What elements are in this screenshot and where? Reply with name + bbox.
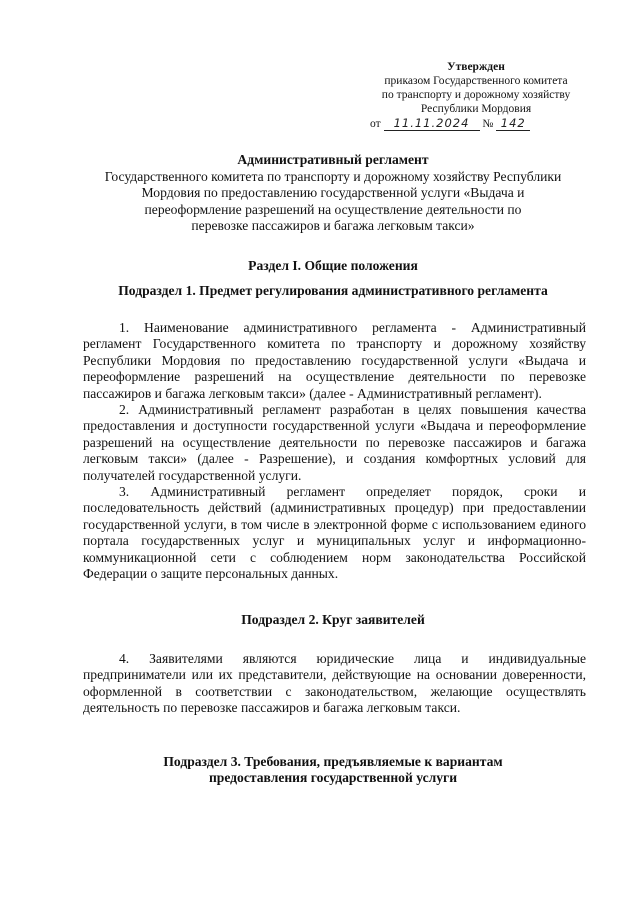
subsection-2-heading: Подраздел 2. Круг заявителей <box>241 612 425 627</box>
subsection-1-heading: Подраздел 1. Предмет регулирования административного регламента <box>118 283 548 298</box>
subsection-3-heading-line-1: Подраздел 3. Требования, предъявляемые к вариантам <box>163 754 503 769</box>
number-label: № <box>482 118 494 130</box>
title-line-4: перевозке пассажиров и багажа легковым такси» <box>191 218 475 234</box>
approval-date-number-line <box>360 116 592 131</box>
paragraph-4: 4. Заявителями являются юридические лица и индивидуальные предприниматели или их представители, действующие на основании доверенности, оформленной в соответствии с законодательством, желающие осуществлять деятельность по перевозке пассажиров и багажа легковым такси. <box>83 651 586 716</box>
approval-line-2: по транспорту и дорожному хозяйству <box>381 89 571 101</box>
from-label: от <box>370 118 381 130</box>
section-1-heading: Раздел I. Общие положения <box>248 258 418 273</box>
paragraph-2: 2. Административный регламент разработан в целях повышения качества предоставления и доступности государственной услуги «Выдача и переоформление разрешений на осуществление деятельности по перевозке пассажиров и багажа легковым такси» (далее - Разрешение), и создания комфортных условий для получателей государственной услуги. <box>83 402 586 483</box>
subsection-2-body <box>83 651 586 717</box>
subsection-3-heading <box>60 754 606 786</box>
subsection-3-heading-line-2: предоставления государственной услуги <box>208 770 458 785</box>
approval-line-3: Республики Мордовия <box>420 103 532 115</box>
handwritten-date: 11.11.2024 <box>384 116 480 131</box>
document-title <box>60 152 606 235</box>
subsection-1-body <box>83 320 586 583</box>
title-line-3: переоформление разрешений на осуществление деятельности по <box>144 201 522 217</box>
title-line-2: Мордовия по предоставлению государственной услуги «Выдача и <box>141 185 525 201</box>
approval-heading: Утвержден <box>447 61 505 73</box>
approval-block <box>360 60 592 131</box>
paragraph-1: 1. Наименование административного регламента - Административный регламент Государственного комитета по транспорту и дорожному хозяйству Республики Мордовия по предоставлению государственной услуги «Выдача и переоформление разрешений на осуществление деятельности по перевозке пассажиров и багажа легковым такси» (далее - Административный регламент). <box>83 320 586 401</box>
title-heading: Административный регламент <box>237 152 429 167</box>
paragraph-3: 3. Административный регламент определяет порядок, сроки и последовательность действий (административных процедур) при предоставлении государственной услуги, в том числе в электронной форме с использованием единого портала государственных услуг и муниципальных услуг и информационно-коммуникационной сети с соблюдением норм законодательства Российской Федерации о защите персональных данных. <box>83 484 586 582</box>
title-line-1: Государственного комитета по транспорту и дорожному хозяйству Республики <box>104 168 562 184</box>
handwritten-number: 142 <box>496 116 530 131</box>
approval-line-1: приказом Государственного комитета <box>384 75 568 87</box>
